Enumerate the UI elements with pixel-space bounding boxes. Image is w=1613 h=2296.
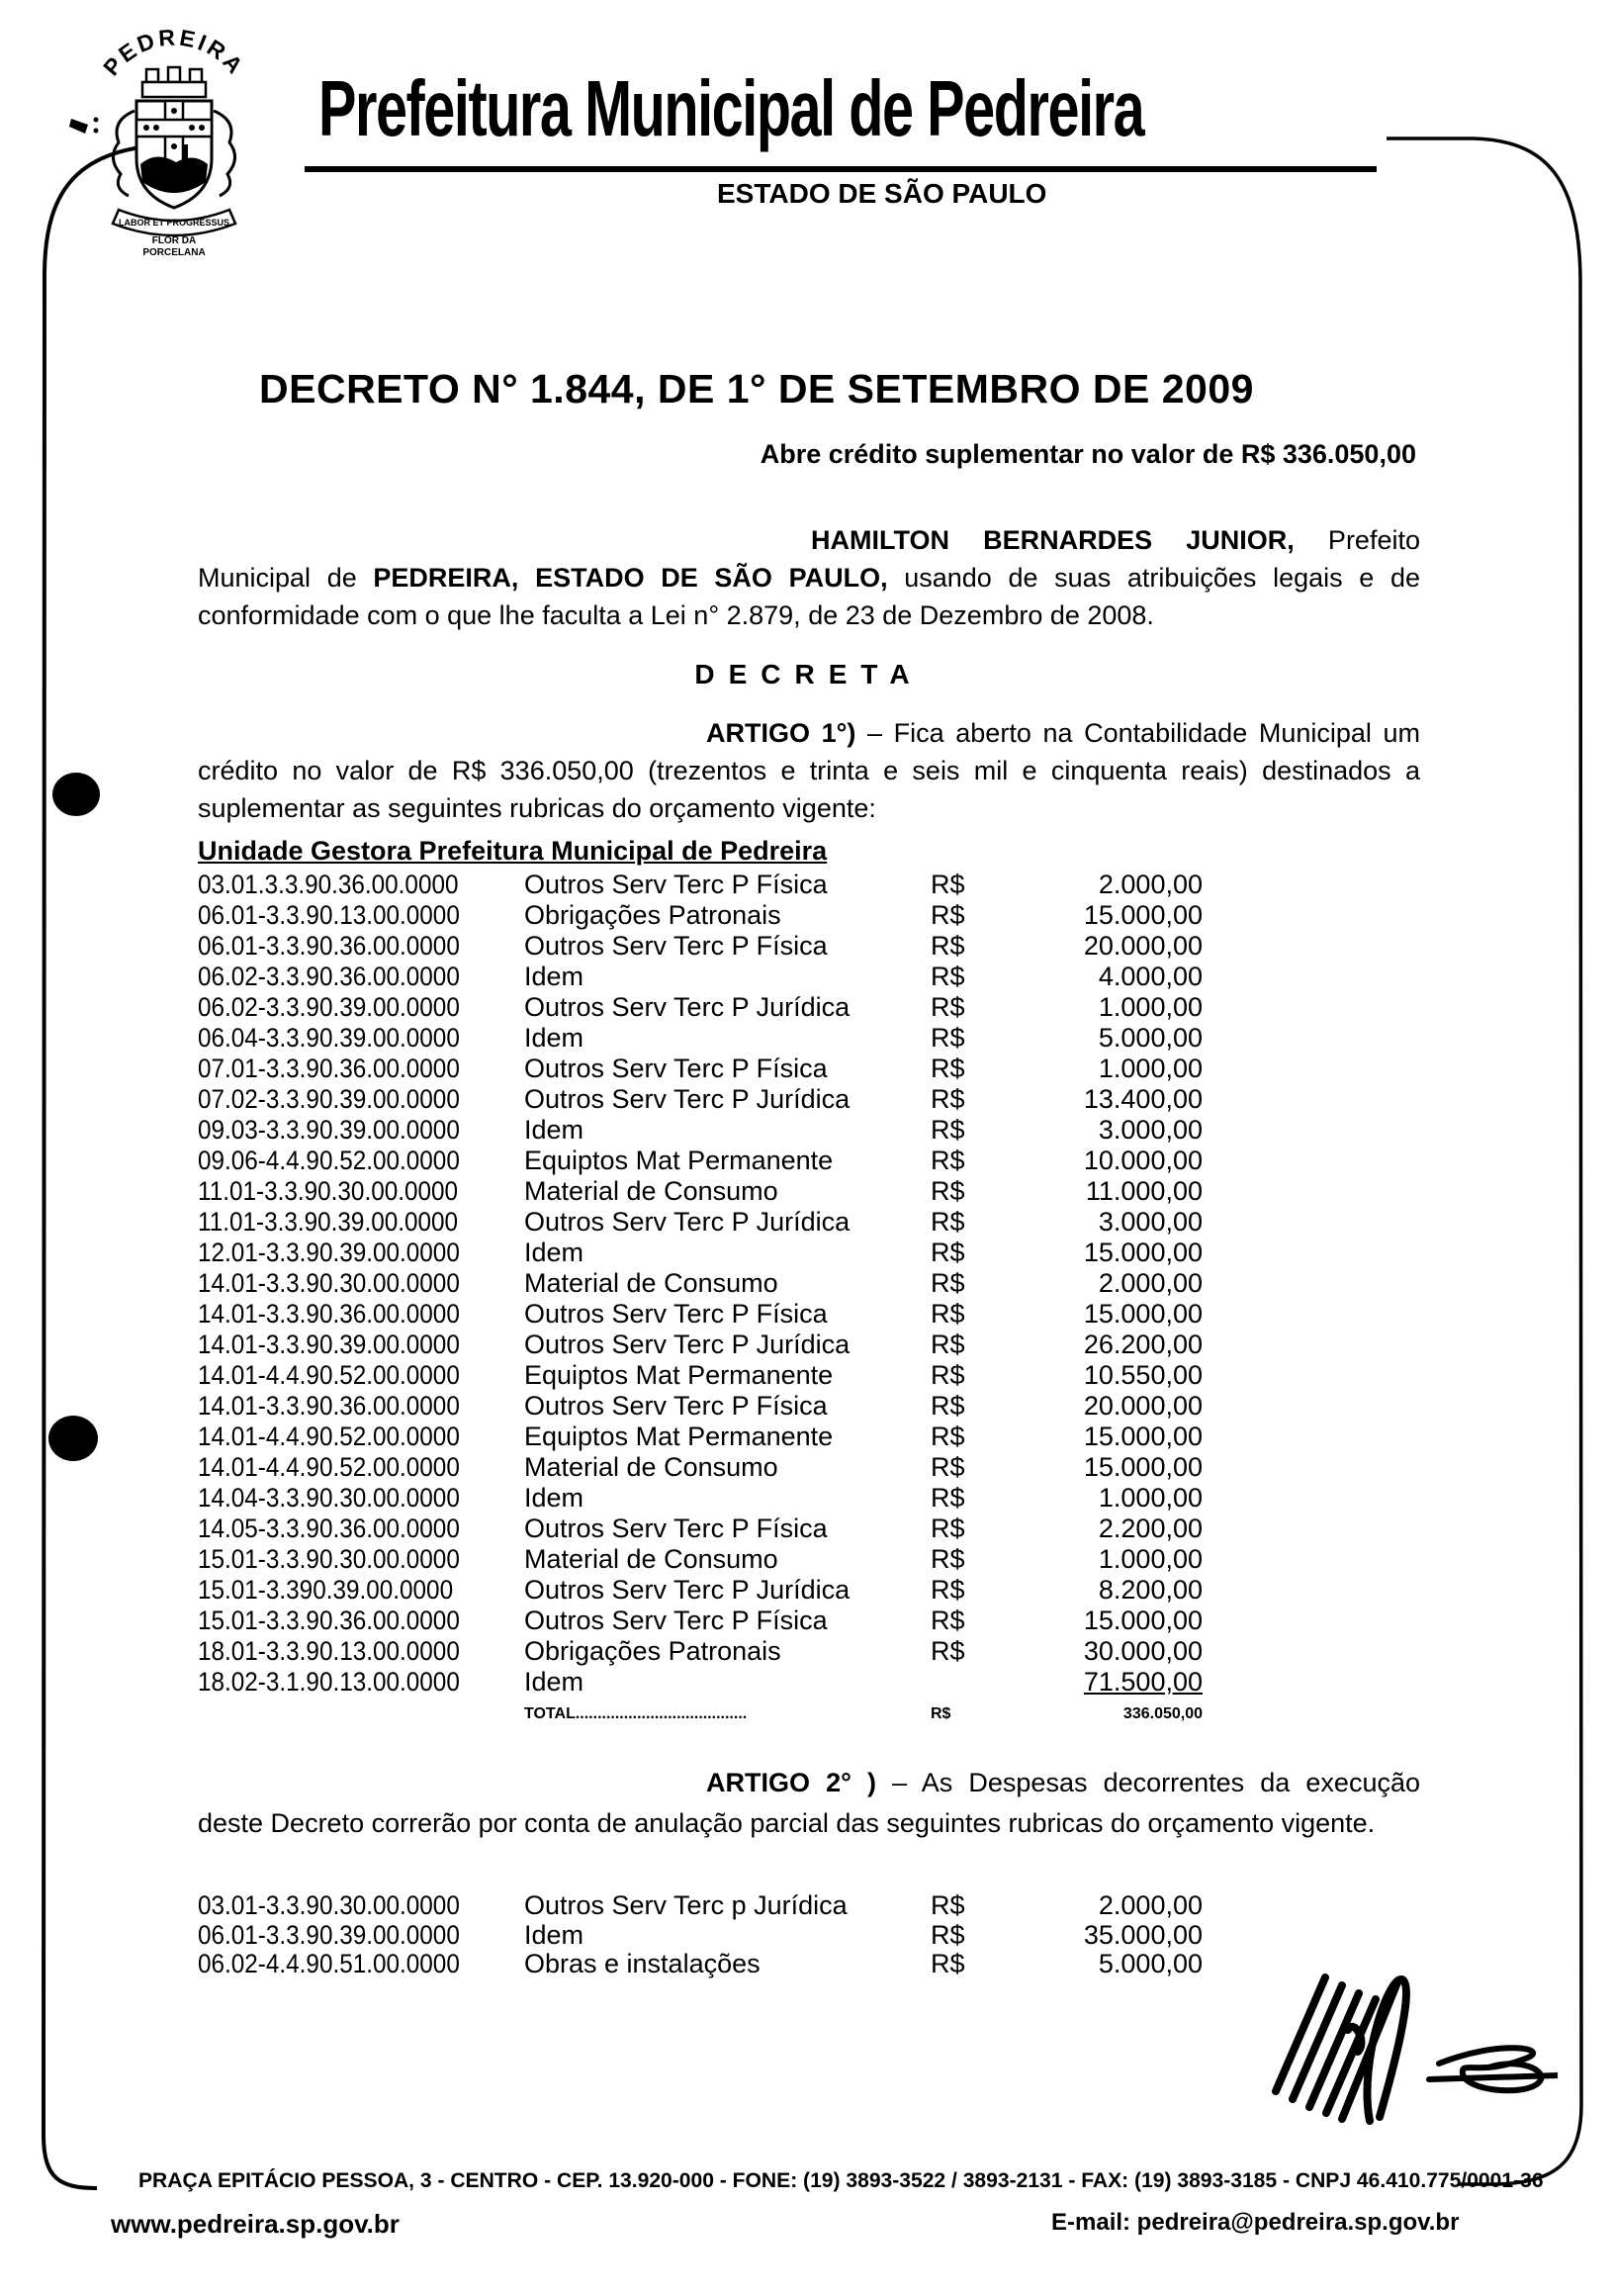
budget-code: 03.01.3.3.90.36.00.0000 [198,870,459,899]
artigo1-label: ARTIGO 1°) [706,718,856,748]
emblem-arc-text: PEDREIRA [98,24,250,81]
budget-value: 15.000,00 [1083,1238,1203,1267]
budget-description: Material de Consumo [524,1452,778,1482]
budget-description: Outros Serv Terc P Física [524,1299,828,1329]
currency-label: R$ [931,1949,965,1978]
currency-label: R$ [931,1575,965,1605]
currency-label: R$ [931,1890,965,1920]
budget-code: 07.01-3.3.90.36.00.0000 [198,1054,460,1083]
budget-code: 09.06-4.4.90.52.00.0000 [198,1146,460,1175]
decreta-heading: DECRETA [694,659,924,689]
budget-value: 10.550,00 [1083,1360,1203,1390]
footer-website: www.pedreira.sp.gov.br [111,2209,400,2239]
budget-code: 11.01-3.3.90.39.00.0000 [198,1207,459,1237]
artigo2-text: – As Despesas decorrentes da execução deste Decreto correrão por conta de anulação parcial das seguintes rubricas do orçamento vigente. [198,1768,1420,1838]
budget-value: 4.000,00 [1098,962,1203,991]
budget-code: 06.02-3.3.90.36.00.0000 [198,962,460,991]
budget-description: Outros Serv Terc P Física [524,931,828,961]
currency-label [931,1667,1005,1698]
budget-description: Outros Serv Terc P Física [524,870,828,899]
artigo2-paragraph [198,1763,1420,1844]
currency-label: R$ [931,962,965,991]
budget-code: 15.01-3.3.90.30.00.0000 [198,1544,460,1574]
currency-label: R$ [931,1919,965,1950]
currency-label: R$ [931,1514,965,1543]
emblem-caption-line1: FLOR DA [151,235,197,246]
footer-address: PRAÇA EPITÁCIO PESSOA, 3 - CENTRO - CEP. 13.920-000 - FONE: (19) 3893-3522 / 3893-2131 - FAX: (19) 3893-3185 - CNPJ 46.410.775/0001-36 [138,2168,1544,2192]
budget-description: Outros Serv Terc p Jurídica [524,1890,848,1920]
currency-label: R$ [931,1391,965,1421]
budget-value: 2.200,00 [1098,1514,1203,1543]
currency-label: R$ [931,1268,965,1298]
budget-table-row [198,1268,1203,1299]
budget-description: Idem [524,1115,584,1145]
budget-table-row [198,1084,1203,1115]
budget-value: 20.000,00 [1083,1391,1203,1421]
budget-table-row [198,1238,1203,1268]
header-title: Prefeitura Municipal de Pedreira [318,64,1144,152]
budget-description: Outros Serv Terc P Jurídica [524,1575,851,1605]
budget-table-row [198,900,1203,931]
municipal-coat-of-arms-icon [85,24,265,259]
budget-code: 14.01-3.3.90.36.00.0000 [198,1391,460,1421]
budget-table-row [198,1544,1203,1575]
budget-table-row [198,1146,1203,1176]
hole-punch-dot [48,1416,98,1461]
budget-code: 15.01-3.3.90.36.00.0000 [198,1606,460,1635]
budget-description: Obras e instalações [524,1949,761,1978]
currency-label: R$ [931,1084,965,1114]
budget-description: Obrigações Patronais [524,900,781,930]
budget-table-row [198,1575,1203,1606]
budget-table-row [198,1452,1203,1483]
budget-table-row [198,1667,1203,1698]
currency-label: R$ [931,1360,965,1390]
budget-table-row [198,1391,1203,1422]
budget-value: 1.000,00 [1098,1054,1203,1083]
currency-label: R$ [931,1544,965,1574]
budget-table-row [198,1606,1203,1636]
budget-total-row [198,1698,1203,1730]
budget-value: 71.500,00 [1083,1667,1203,1697]
budget-value: 1.000,00 [1098,992,1203,1022]
budget-value: 5.000,00 [1098,1023,1203,1053]
preamble-name: HAMILTON BERNARDES JUNIOR, [811,525,1295,555]
budget-description: Outros Serv Terc P Física [524,1054,828,1083]
budget-description: Material de Consumo [524,1176,778,1206]
budget-code: 07.02-3.3.90.39.00.0000 [198,1084,460,1114]
total-currency: R$ [931,1705,951,1722]
preamble-municipality: PEDREIRA, ESTADO DE SÃO PAULO, [373,563,888,593]
currency-label: R$ [931,1330,965,1359]
budget-table-row [198,1299,1203,1330]
budget-table-heading: Unidade Gestora Prefeitura Municipal de Pedreira [198,836,828,866]
budget-table-row [198,1054,1203,1084]
currency-label: R$ [931,1054,965,1083]
budget-value: 2.000,00 [1098,870,1203,899]
budget-code: 15.01-3.390.39.00.0000 [198,1575,454,1605]
budget-description: Equiptos Mat Permanente [524,1422,834,1451]
budget-value: 5.000,00 [1098,1949,1203,1978]
budget-code: 18.02-3.1.90.13.00.0000 [198,1667,460,1697]
currency-label: R$ [931,1115,965,1145]
emblem-motto: LABOR ET PROGRESSUS [118,218,230,228]
currency-label: R$ [931,1483,965,1513]
currency-label: R$ [931,992,965,1022]
budget-value: 30.000,00 [1083,1636,1203,1666]
budget-value: 2.000,00 [1098,1268,1203,1298]
budget-table-row [198,1023,1203,1054]
budget-value: 11.000,00 [1085,1176,1203,1206]
decree-preamble [198,521,1420,634]
budget-value: 20.000,00 [1083,931,1203,961]
budget-code: 11.01-3.3.90.30.00.0000 [198,1176,459,1206]
budget-value: 15.000,00 [1083,1299,1203,1329]
budget-value: 10.000,00 [1083,1146,1203,1175]
budget-code: 14.01-3.3.90.39.00.0000 [198,1330,460,1359]
budget-code: 06.02-4.4.90.51.00.0000 [198,1949,460,1978]
budget-table-row [198,1483,1203,1514]
budget-description: Idem [524,1023,584,1053]
budget-table-row [198,1360,1203,1391]
budget-table-row [198,1636,1203,1667]
annulment-table-row [198,1950,1203,1979]
budget-table-row [198,1176,1203,1207]
budget-description: Idem [524,1483,584,1513]
budget-description: Outros Serv Terc P Jurídica [524,992,851,1022]
budget-value: 15.000,00 [1083,1452,1203,1482]
currency-label: R$ [931,1606,965,1635]
budget-table-row [198,992,1203,1023]
decree-summary: Abre crédito suplementar no valor de R$ 336.050,00 [760,439,1416,469]
budget-code: 06.04-3.3.90.39.00.0000 [198,1023,460,1053]
currency-label: R$ [931,900,965,930]
budget-table [198,870,1203,1698]
budget-value: 35.000,00 [1083,1919,1203,1950]
artigo2-label: ARTIGO 2° ) [706,1768,877,1797]
header-state: ESTADO DE SÃO PAULO [717,178,1047,209]
budget-code: 09.03-3.3.90.39.00.0000 [198,1115,460,1145]
budget-value: 15.000,00 [1083,1606,1203,1635]
currency-label: R$ [931,1238,965,1267]
budget-table-row [198,962,1203,992]
currency-label: R$ [931,1636,965,1666]
budget-description: Material de Consumo [524,1268,778,1298]
budget-value: 15.000,00 [1083,1422,1203,1451]
budget-description: Equiptos Mat Permanente [524,1146,834,1175]
budget-code: 14.04-3.3.90.30.00.0000 [198,1483,460,1513]
budget-code: 06.01-3.3.90.13.00.0000 [198,900,460,930]
currency-label: R$ [931,870,965,899]
total-label: TOTAL....................................... [524,1705,748,1722]
signature-scribble [1231,1941,1558,2139]
budget-table-row [198,870,1203,900]
currency-label: R$ [931,1452,965,1482]
budget-table-row [198,931,1203,962]
budget-value: 3.000,00 [1098,1115,1203,1145]
budget-table-row [198,1330,1203,1360]
budget-description: Equiptos Mat Permanente [524,1360,834,1390]
budget-value: 2.000,00 [1098,1890,1203,1920]
budget-value: 13.400,00 [1083,1084,1203,1114]
budget-table-row [198,1207,1203,1238]
budget-description: Idem [524,1919,584,1950]
budget-value: 3.000,00 [1098,1207,1203,1237]
currency-label: R$ [931,1422,965,1451]
budget-value: 1.000,00 [1098,1483,1203,1513]
budget-value: 26.200,00 [1083,1330,1203,1359]
budget-code: 18.01-3.3.90.13.00.0000 [198,1636,460,1666]
budget-description: Obrigações Patronais [524,1636,781,1666]
currency-label: R$ [931,1023,965,1053]
footer-email: E-mail: pedreira@pedreira.sp.gov.br [1051,2209,1460,2236]
budget-code: 14.01-3.3.90.36.00.0000 [198,1299,460,1329]
currency-label: R$ [931,1176,965,1206]
budget-code: 03.01-3.3.90.30.00.0000 [198,1890,460,1920]
budget-description: Outros Serv Terc P Jurídica [524,1084,851,1114]
budget-description: Outros Serv Terc P Física [524,1514,828,1543]
budget-table-row [198,1115,1203,1146]
budget-description: Idem [524,962,584,991]
budget-table-row [198,1422,1203,1452]
emblem-caption-line2: PORCELANA [142,247,206,258]
budget-description: Outros Serv Terc P Física [524,1606,828,1635]
currency-label: R$ [931,1207,965,1237]
budget-description: Outros Serv Terc P Jurídica [524,1207,851,1237]
budget-value: 8.200,00 [1098,1575,1203,1605]
budget-code: 06.01-3.3.90.39.00.0000 [198,1919,460,1950]
budget-code: 14.01-4.4.90.52.00.0000 [198,1452,460,1482]
budget-code: 06.02-3.3.90.39.00.0000 [198,992,460,1022]
preamble-text2: usando de suas atribuições legais e de conformidade com o que lhe faculta a Lei n° 2.879, de 23 de Dezembro de 2008. [198,563,1420,630]
decree-title: DECRETO N° 1.844, DE 1° DE SETEMBRO DE 2009 [259,366,1254,412]
currency-label: R$ [931,1146,965,1175]
budget-code: 14.01-4.4.90.52.00.0000 [198,1422,460,1451]
budget-description: Outros Serv Terc P Física [524,1391,828,1421]
artigo1-text: – Fica aberto na Contabilidade Municipal um crédito no valor de R$ 336.050,00 (trezentos e trinta e seis mil e cinquenta reais) destinados a suplementar as seguintes rubricas do orçamento vigente: [198,718,1420,823]
budget-table-row [198,1514,1203,1544]
annulment-table [198,1891,1203,1979]
hole-punch-dot [52,773,100,816]
budget-code: 14.05-3.3.90.36.00.0000 [198,1514,460,1543]
budget-value: 15.000,00 [1083,900,1203,930]
annulment-table-row [198,1891,1203,1921]
budget-description: Material de Consumo [524,1544,778,1574]
budget-description: Idem [524,1238,584,1267]
preamble-text1: Prefeito Municipal de [198,525,1420,593]
budget-description: Outros Serv Terc P Jurídica [524,1330,851,1359]
budget-description: Idem [524,1667,584,1697]
artigo1-paragraph [198,714,1420,827]
budget-value: 1.000,00 [1098,1544,1203,1574]
budget-code: 14.01-3.3.90.30.00.0000 [198,1268,460,1298]
currency-label: R$ [931,1299,965,1329]
budget-code: 12.01-3.3.90.39.00.0000 [198,1238,460,1267]
total-value: 336.050,00 [1122,1705,1203,1722]
annulment-table-row [198,1921,1203,1951]
budget-code: 06.01-3.3.90.36.00.0000 [198,931,460,961]
currency-label: R$ [931,931,965,961]
budget-code: 14.01-4.4.90.52.00.0000 [198,1360,460,1390]
